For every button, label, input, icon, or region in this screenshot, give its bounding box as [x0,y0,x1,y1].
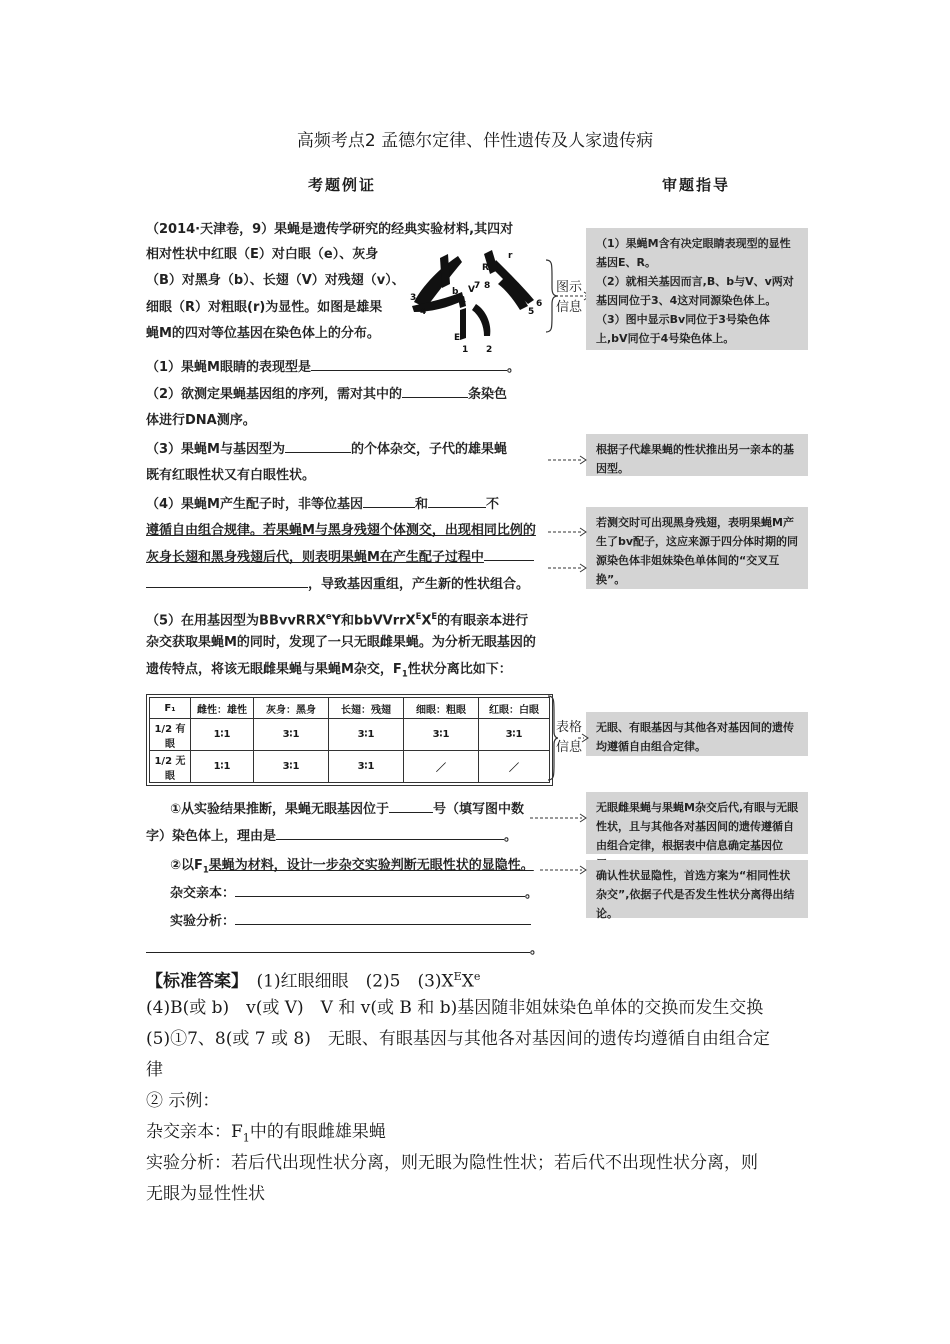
question-5-line-1: （5）在用基因型为BBvvRRX$^e$Y和$bbVVrrX^EX^E$的有眼亲本进行 [146,611,529,629]
answer-blank-1[interactable] [311,356,507,371]
arrow-q3 [548,454,588,466]
page-title: 高频考点2 孟德尔定律、伴性遗传及人家遗传病 [296,131,654,151]
chromosome-1-lower [460,308,466,340]
question-4-line-3: 灰身长翅和黑身残翅后代，则表明果蝇M在产生配子过程中 [146,546,534,570]
table-header-cell: F₁ [150,698,191,719]
answer-blank-4b[interactable] [428,493,486,508]
intro-line-4: 细眼（R）对粗眼(r)为显性。如图是雄果 [146,300,383,315]
answer-line-4: 律 [146,1060,163,1080]
gene-label-b: b [452,287,459,297]
answer-blank-3[interactable] [285,438,351,453]
guide-box-q5-1: 无眼雌果蝇与果蝇M杂交后代,有眼与无眼性状，且与其他各对基因间的遗传遵循自由组合定律，根据表中信息确定基因位 [586,792,808,854]
intro-line-2: 相对性状中红眼（E）对白眼（e）、灰身 [146,247,379,262]
chromosome-number-8: 8 [484,281,491,291]
table-cell: 3∶1 [329,719,404,751]
chromosome-number-1: 1 [462,345,469,355]
chromosome-number-2: 2 [486,345,493,355]
question-3-line-2: 既有红眼性状又有白眼性状。 [146,468,316,483]
guide-box-table: 无眼、有眼基因与其他各对基因间的遗传均遵循自由组合定律。 [586,712,808,756]
answer-blank-4a[interactable] [363,493,415,508]
table-header-cell: 长翅：残翅 [329,698,404,719]
f1-ratio-table [149,697,550,783]
table-header-cell: 细眼：粗眼 [404,698,479,719]
chromosome-number-5: 5 [528,307,535,317]
question-5-1-line-2: 字）染色体上，理由是 。 [146,825,517,849]
question-4-line-2: 遵循自由组合规律。若果蝇M与黑身残翅个体测交，出现相同比例的 [146,523,536,538]
f1-ratio-table-frame [146,694,553,786]
answer-blank-5-2a[interactable] [235,882,525,897]
answer-line-2: (4)B(或 b) v(或 V) V 和 v(或 B 和 b)基因随非姐妹染色单体的交换而发生交换 [146,998,764,1018]
side-label-table-info: 表格 信息 [556,720,583,755]
column-heading-examples: 考题例证 [308,176,377,194]
table-cell: 3∶1 [254,751,329,783]
question-3-line-1: （3）果蝇M与基因型为 的个体杂交，子代的雄果蝇 [146,438,507,462]
chromosome-2-lower [472,304,490,336]
question-5-2-line-2: 杂交亲本： 。 [170,882,538,906]
guide-box-q3: 根据子代雄果蝇的性状推出另一亲本的基因型。 [586,434,808,476]
table-cell: ／ [479,751,550,783]
arrow-q4 [548,524,588,574]
arrow-q5-2 [540,864,588,876]
question-5-line-2: 杂交获取果蝇M的同时，发现了一只无眼雌果蝇。为分析无眼基因的 [146,635,536,650]
table-row [150,751,550,783]
question-5-2-line-3: 实验分析： [170,910,531,934]
table-row [150,719,550,751]
answer-blank-2[interactable] [402,383,468,398]
table-header-cell: 灰身：黑身 [254,698,329,719]
question-2-line-2: 体进行DNA测序。 [146,413,256,428]
answer-blank-5-1a[interactable] [389,798,433,813]
guide-box-figure: （1）果蝇M含有决定眼睛表现型的显性基因E、R。 （2）就相关基因而言,B、b与V、v两对基因同位于3、4这对同源染色体上。 （3）图中显示Bv同位于3号染色体上,bV同位于4号染色体上。 [586,228,808,350]
question-2-line-1: （2）欲测定果蝇基因组的序列，需对其中的 条染色 [146,383,507,407]
row-label-cell: 1/2 无眼 [150,751,191,783]
chromosome-number-4: 4 [420,307,427,317]
table-header-row [150,698,550,719]
question-5-2-line-1: ②以$F_1$果蝇为材料，设计一步杂交实验判断无眼性状的显隐性。 [170,858,534,875]
chromosome-number-7: 7 [474,281,481,291]
question-5-line-3: 遗传特点，将该无眼雌果蝇与果蝇M杂交，$F_1$性状分离比如下： [146,662,512,679]
table-header-cell: 雌性：雄性 [191,698,254,719]
answer-line-1: 【标准答案】 (1)红眼细眼 (2)5 $(3)X^EXe$ [146,970,481,992]
table-cell: ／ [404,751,479,783]
answer-line-6: 杂交亲本：$F_1$中的有眼雌雄果蝇 [146,1122,386,1145]
table-header-cell: 红眼：白眼 [479,698,550,719]
chromosome-figure [400,244,550,356]
question-1: （1）果蝇M眼睛的表现型是 。 [146,356,520,380]
gene-label-r: r [508,251,513,261]
intro-line-3: （B）对黑身（b）、长翅（V）对残翅（v）、 [146,273,405,288]
answer-blank-4c[interactable] [484,546,534,561]
table-cell: 1∶1 [191,751,254,783]
chromosome-number-3: 3 [410,293,417,303]
guide-box-q4: 若测交时可出现黑身残翅，表明果蝇M产生了bv配子，这应来源于四分体时期的同源染色体非姐妹染色单体间的“交叉互换”。 [586,507,808,589]
answer-line-7: 实验分析：若后代出现性状分离，则无眼为隐性性状；若后代不出现性状分离，则 [146,1153,758,1173]
gene-label-v: v [460,299,466,309]
table-cell: 3∶1 [254,719,329,751]
chromosome-number-6: 6 [536,299,543,309]
guide-box-q5-2: 确认性状显隐性，首选方案为“相同性状杂交”,依据子代是否发生性状分离得出结论。 [586,860,808,918]
side-label-figure-info: 图示 信息 [556,280,583,315]
answer-blank-5-2c[interactable] [146,938,530,953]
table-cell: 3∶1 [479,719,550,751]
question-5-2-line-4: 。 [146,938,543,962]
answer-blank-5-1b[interactable] [276,825,504,840]
gene-label-V: V [468,285,475,295]
answer-line-3: (5)①7、8(或 7 或 8) 无眼、有眼基因与其他各对基因间的遗传均遵循自由组合定 [146,1029,770,1049]
answer-line-5: ② 示例： [146,1091,220,1111]
question-4-line-4: ，导致基因重组，产生新的性状组合。 [146,573,529,597]
question-5-1-line-1: ①从实验结果推断，果蝇无眼基因位于 号（填写图中数 [170,798,524,822]
question-4-line-1: （4）果蝇M产生配子时，非等位基因 和 不 [146,493,499,517]
table-cell: 3∶1 [329,751,404,783]
column-heading-guidance: 审题指导 [662,176,731,194]
intro-line-1: （2014·天津卷，9）果蝇是遗传学研究的经典实验材料,其四对 [146,222,514,237]
answer-blank-4d[interactable] [146,573,308,588]
gene-label-R: R [482,263,489,273]
intro-line-5: 蝇M的四对等位基因在染色体上的分布。 [146,326,380,341]
answer-line-8: 无眼为显性性状 [146,1184,265,1204]
gene-label-E: E [454,333,461,343]
answer-blank-5-2b[interactable] [235,910,531,925]
table-cell: 3∶1 [404,719,479,751]
row-label-cell: 1/2 有眼 [150,719,191,751]
table-cell: 1∶1 [191,719,254,751]
arrow-q5-1 [530,812,588,824]
